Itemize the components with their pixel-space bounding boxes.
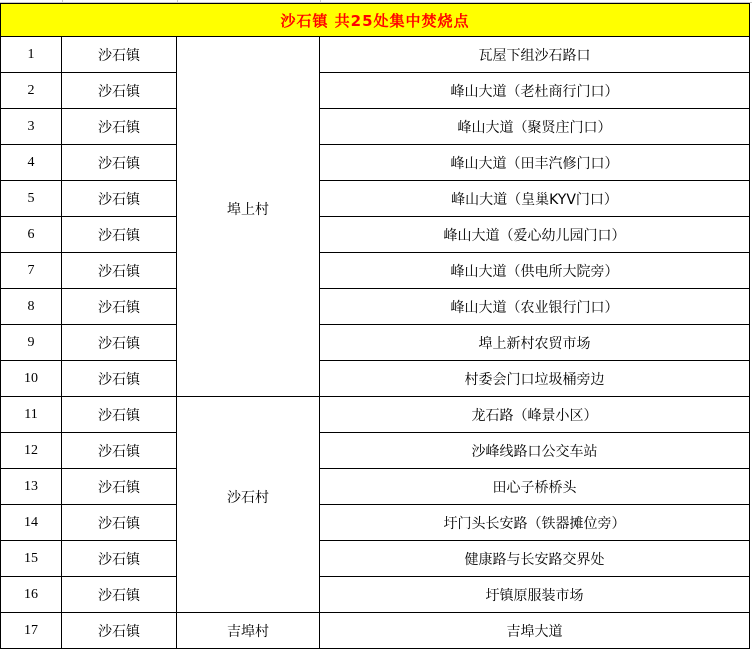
location-cell[interactable]: 峰山大道（老杜商行门口） — [320, 73, 750, 109]
town-cell[interactable]: 沙石镇 — [62, 505, 177, 541]
row-number-cell[interactable]: 14 — [0, 505, 62, 541]
row-number-cell[interactable]: 16 — [0, 577, 62, 613]
town-cell[interactable]: 沙石镇 — [62, 289, 177, 325]
location-cell[interactable]: 峰山大道（供电所大院旁） — [320, 253, 750, 289]
village-cell[interactable]: 沙石村 — [177, 397, 320, 613]
row-number-cell[interactable]: 13 — [0, 469, 62, 505]
town-cell[interactable]: 沙石镇 — [62, 181, 177, 217]
location-cell[interactable]: 圩门头长安路（铁器摊位旁） — [320, 505, 750, 541]
location-cell[interactable]: 峰山大道（聚贤庄门口） — [320, 109, 750, 145]
location-cell[interactable]: 村委会门口垃圾桶旁边 — [320, 361, 750, 397]
location-cell[interactable]: 沙峰线路口公交车站 — [320, 433, 750, 469]
row-number-cell[interactable]: 7 — [0, 253, 62, 289]
row-number-cell[interactable]: 2 — [0, 73, 62, 109]
town-cell[interactable]: 沙石镇 — [62, 433, 177, 469]
town-cell[interactable]: 沙石镇 — [62, 37, 177, 73]
row-number-cell[interactable]: 10 — [0, 361, 62, 397]
row-number-cell[interactable]: 1 — [0, 37, 62, 73]
town-cell[interactable]: 沙石镇 — [62, 253, 177, 289]
location-cell[interactable]: 峰山大道（皇巢KYV门口） — [320, 181, 750, 217]
town-cell[interactable]: 沙石镇 — [62, 73, 177, 109]
row-number-cell[interactable]: 17 — [0, 613, 62, 649]
location-cell[interactable]: 峰山大道（爱心幼儿园门口） — [320, 217, 750, 253]
row-number-cell[interactable]: 3 — [0, 109, 62, 145]
town-cell[interactable]: 沙石镇 — [62, 361, 177, 397]
row-number-cell[interactable]: 9 — [0, 325, 62, 361]
location-cell[interactable]: 峰山大道（农业银行门口） — [320, 289, 750, 325]
location-cell[interactable]: 龙石路（峰景小区） — [320, 397, 750, 433]
row-number-cell[interactable]: 8 — [0, 289, 62, 325]
location-cell[interactable]: 健康路与长安路交界处 — [320, 541, 750, 577]
row-number-cell[interactable]: 11 — [0, 397, 62, 433]
town-cell[interactable]: 沙石镇 — [62, 469, 177, 505]
row-number-cell[interactable]: 4 — [0, 145, 62, 181]
location-cell[interactable]: 峰山大道（田丰汽修门口） — [320, 145, 750, 181]
table-title[interactable]: 沙石镇 共25处集中焚烧点 — [0, 3, 750, 37]
town-cell[interactable]: 沙石镇 — [62, 613, 177, 649]
town-cell[interactable]: 沙石镇 — [62, 541, 177, 577]
town-cell[interactable]: 沙石镇 — [62, 217, 177, 253]
location-cell[interactable]: 田心子桥桥头 — [320, 469, 750, 505]
location-cell[interactable]: 埠上新村农贸市场 — [320, 325, 750, 361]
row-number-cell[interactable]: 12 — [0, 433, 62, 469]
village-cell[interactable]: 吉埠村 — [177, 613, 320, 649]
location-cell[interactable]: 圩镇原服装市场 — [320, 577, 750, 613]
town-cell[interactable]: 沙石镇 — [62, 145, 177, 181]
row-number-cell[interactable]: 5 — [0, 181, 62, 217]
town-cell[interactable]: 沙石镇 — [62, 397, 177, 433]
town-cell[interactable]: 沙石镇 — [62, 109, 177, 145]
town-cell[interactable]: 沙石镇 — [62, 325, 177, 361]
town-cell[interactable]: 沙石镇 — [62, 577, 177, 613]
village-cell[interactable]: 埠上村 — [177, 37, 320, 397]
row-number-cell[interactable]: 15 — [0, 541, 62, 577]
row-number-cell[interactable]: 6 — [0, 217, 62, 253]
location-cell[interactable]: 瓦屋下组沙石路口 — [320, 37, 750, 73]
location-cell[interactable]: 吉埠大道 — [320, 613, 750, 649]
